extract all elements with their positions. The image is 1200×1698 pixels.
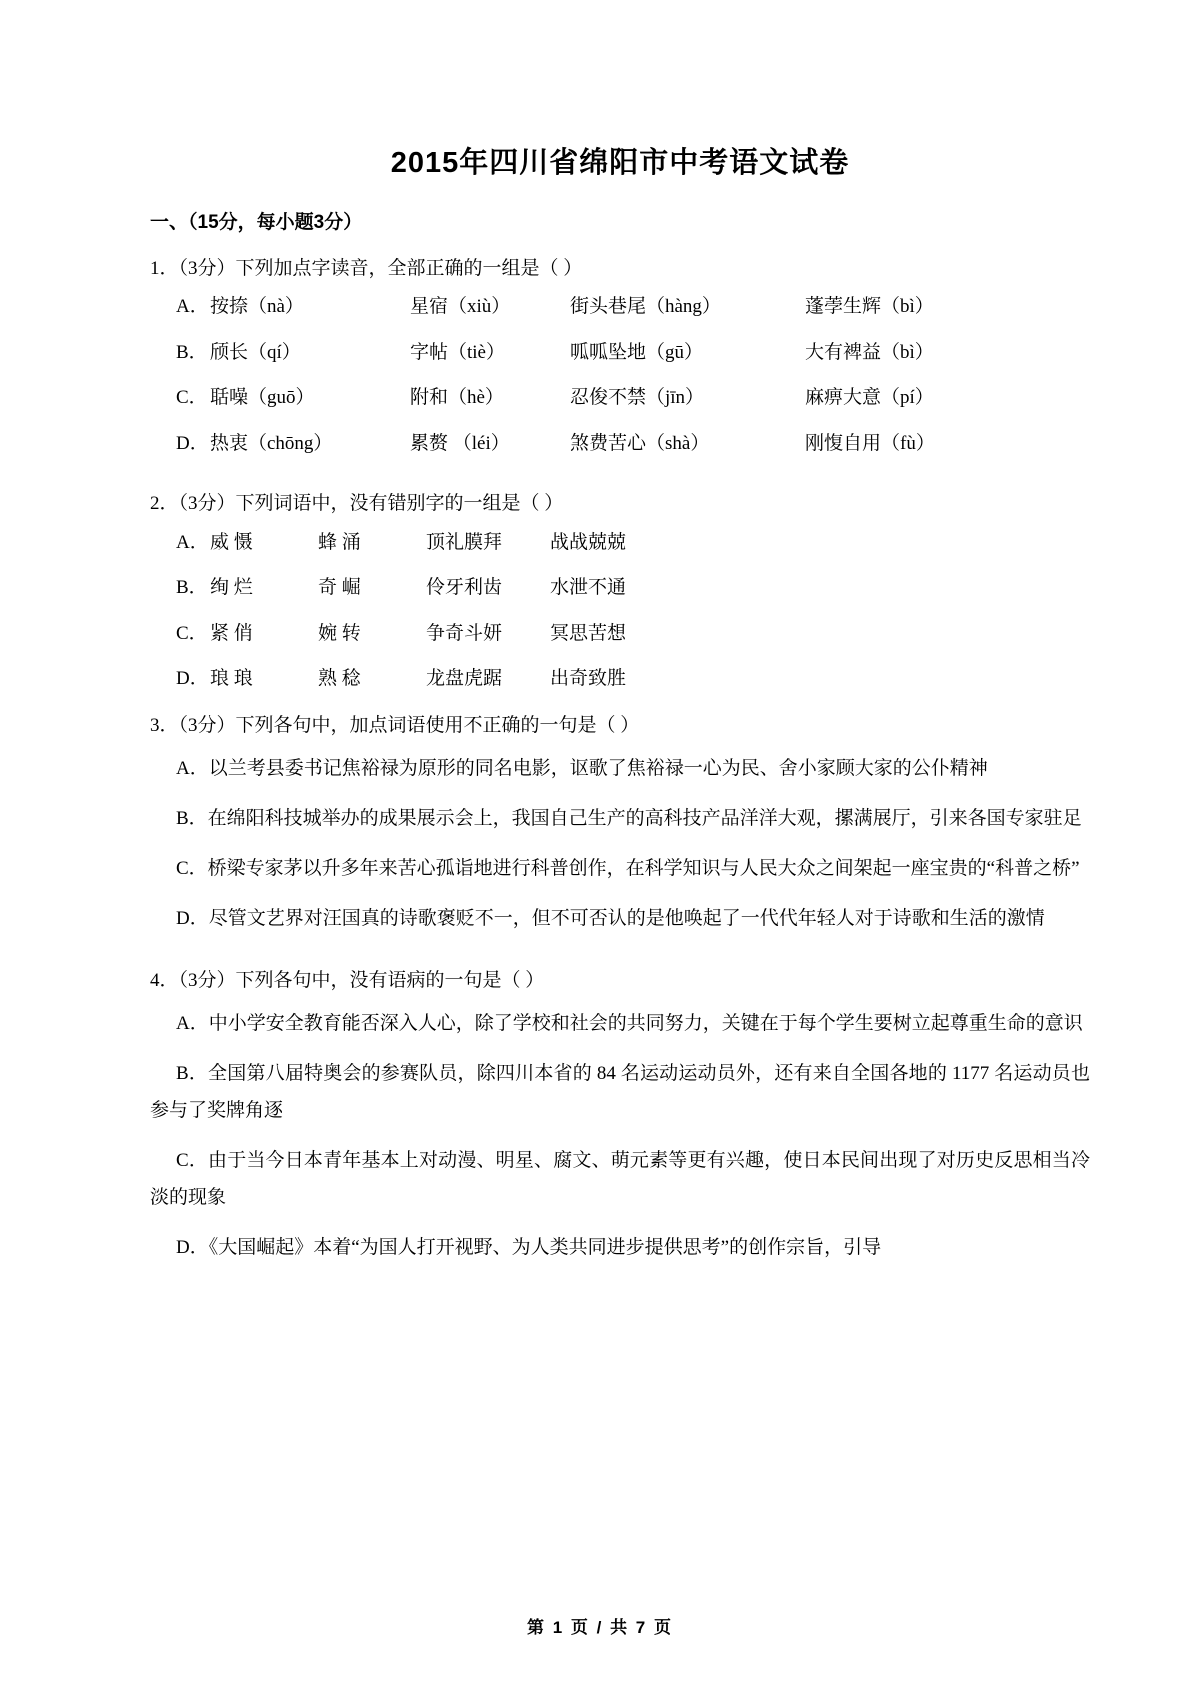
question-3-stem: 3．（3分）下列各句中，加点词语使用不正确的一句是（ ） <box>150 714 640 736</box>
option-cell: 龙盘虎踞 <box>426 668 503 690</box>
option-label: C． <box>176 622 208 644</box>
question-4-option-a: A．中小学安全教育能否深入人心，除了学校和社会的共同努力，关键在于每个学生要树立起尊重生命的意识 <box>176 1012 1083 1034</box>
question-3-option-d: D．尽管文艺界对汪国真的诗歌褒贬不一，但不可否认的是他唤起了一代代年轻人对于诗歌和生活的激情 <box>176 908 1045 930</box>
option-label: D． <box>176 432 209 454</box>
option-label: A． <box>176 531 209 553</box>
option-cell: 蜂 涌 <box>318 531 361 553</box>
option-cell: 煞费苦心（shà） <box>570 432 710 454</box>
option-label: A． <box>176 296 209 318</box>
option-cell: 伶牙利齿 <box>426 577 503 599</box>
question-1-option-a <box>176 293 1090 322</box>
question-1-option-b <box>176 339 1090 368</box>
question-1-option-d <box>176 430 1090 459</box>
question-4-option-c: C．由于当今日本青年基本上对动漫、明星、腐文、萌元素等更有兴趣，使日本民间出现了对历史反思相当冷淡的现象 <box>150 1150 1090 1209</box>
option-cell: 婉 转 <box>318 622 361 644</box>
question-2 <box>150 489 1090 693</box>
question-4 <box>150 966 1090 1267</box>
page-title: 2015年四川省绵阳市中考语文试卷 <box>390 147 850 179</box>
option-cell: 蓬荸生辉（bì） <box>805 296 934 318</box>
option-cell: 熟 稔 <box>318 668 361 690</box>
option-cell: 麻痹大意（pí） <box>805 387 934 409</box>
option-cell: 颀长（qí） <box>210 341 301 363</box>
option-cell: 紧 俏 <box>210 622 253 644</box>
option-cell: 呱呱坠地（gū） <box>570 341 704 363</box>
option-label: C． <box>176 387 208 409</box>
option-cell: 热衷（chōng） <box>210 432 333 454</box>
option-cell: 水泄不通 <box>550 577 627 599</box>
question-4-stem: 4．（3分）下列各句中，没有语病的一句是（ ） <box>150 969 545 991</box>
option-cell: 战战兢兢 <box>550 531 627 553</box>
option-cell: 街头巷尾（hàng） <box>570 296 721 318</box>
question-2-option-a <box>176 529 1090 558</box>
question-3-option-c: C．桥梁专家茅以升多年来苦心孤诣地进行科普创作，在科学知识与人民大众之间架起一座宝贵的“科普之桥” <box>176 858 1080 880</box>
option-cell: 冥思苦想 <box>550 622 627 644</box>
question-2-option-c <box>176 620 1090 649</box>
option-cell: 争奇斗妍 <box>426 622 503 644</box>
option-cell: 威 慑 <box>210 531 253 553</box>
option-cell: 出奇致胜 <box>550 668 627 690</box>
option-cell: 顶礼膜拜 <box>426 531 503 553</box>
option-cell: 刚愎自用（fù） <box>805 432 935 454</box>
option-cell: 聒噪（guō） <box>210 387 315 409</box>
option-label: D． <box>176 668 209 690</box>
question-3-option-a: A．以兰考县委书记焦裕禄为原形的同名电影，讴歌了焦裕禄一心为民、舍小家顾大家的公仆精神 <box>176 758 988 780</box>
question-2-option-d <box>176 665 1090 694</box>
option-label: B． <box>176 577 208 599</box>
option-cell: 大有裨益（bì） <box>805 341 934 363</box>
section-heading: 一、（15分，每小题3分） <box>150 212 363 233</box>
question-2-option-b <box>176 574 1090 603</box>
option-cell: 按捺（nà） <box>210 296 304 318</box>
option-cell: 忍俊不禁（jīn） <box>570 387 705 409</box>
question-4-option-d: D．《大国崛起》本着“为国人打开视野、为人类共同进步提供思考”的创作宗旨，引导 <box>176 1237 882 1259</box>
option-cell: 字帖（tiè） <box>410 341 505 363</box>
question-2-stem: 2．（3分）下列词语中，没有错别字的一组是（ ） <box>150 493 564 515</box>
question-3-option-b: B．在绵阳科技城举办的成果展示会上，我国自己生产的高科技产品洋洋大观，摞满展厅，引来各国专家驻足 <box>176 808 1082 830</box>
option-cell: 绚 烂 <box>210 577 253 599</box>
option-cell: 附和（hè） <box>410 387 504 409</box>
option-cell: 累赘 （léi） <box>410 432 510 454</box>
page-footer: 第 1 页 / 共 7 页 <box>527 1618 673 1637</box>
option-cell: 琅 琅 <box>210 668 253 690</box>
question-3 <box>150 711 1090 938</box>
option-label: B． <box>176 341 208 363</box>
option-cell: 星宿（xiù） <box>410 296 511 318</box>
question-1 <box>150 254 1090 458</box>
option-cell: 奇 崛 <box>318 577 361 599</box>
question-4-option-b: B．全国第八届特奥会的参赛队员，除四川本省的 84 名运动运动员外，还有来自全国各地的 1177 名运动员也参与了奖牌角逐 <box>150 1062 1090 1122</box>
question-1-option-c <box>176 384 1090 413</box>
question-1-stem: 1．（3分）下列加点字读音，全部正确的一组是（ ） <box>150 258 583 279</box>
